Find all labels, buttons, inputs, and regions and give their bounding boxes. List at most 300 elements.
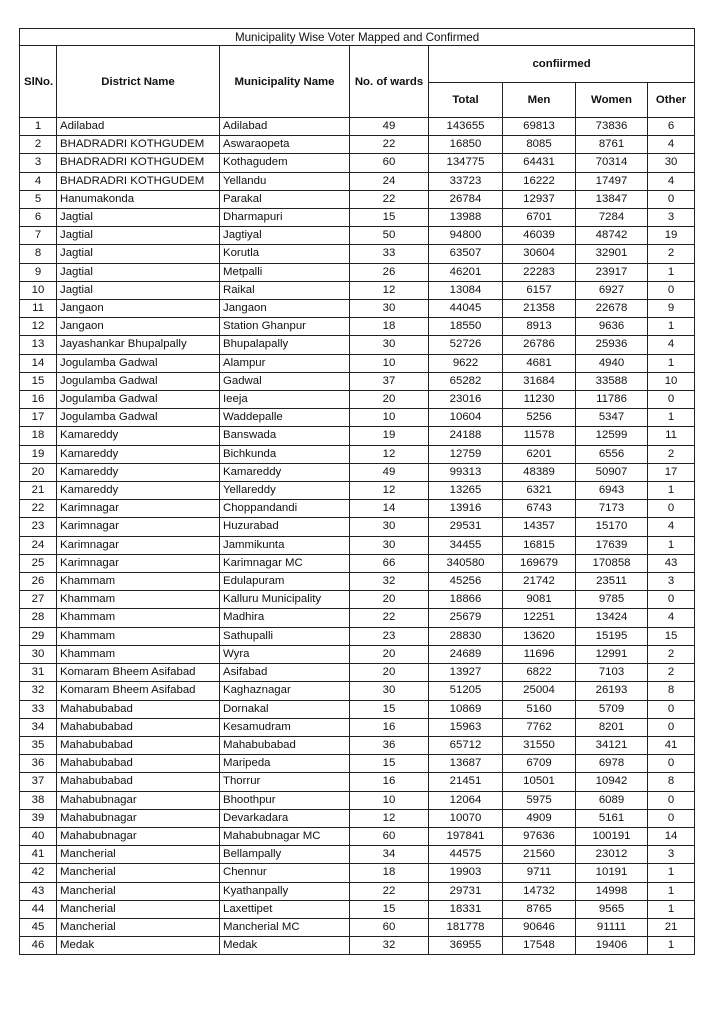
cell-slno: 1 [20,118,57,136]
cell-total: 65282 [429,372,503,390]
table-row [20,336,695,354]
table-row [20,227,695,245]
cell-women: 19406 [576,937,648,955]
cell-total: 143655 [429,118,503,136]
cell-women: 13424 [576,609,648,627]
cell-wards: 60 [350,918,429,936]
cell-women: 73836 [576,118,648,136]
cell-wards: 37 [350,372,429,390]
table-row [20,682,695,700]
cell-district: Mancherial [57,864,220,882]
cell-district: Mahabubabad [57,755,220,773]
cell-slno: 5 [20,190,57,208]
cell-total: 94800 [429,227,503,245]
cell-slno: 41 [20,846,57,864]
cell-wards: 30 [350,300,429,318]
cell-total: 46201 [429,263,503,281]
cell-municipality: Metpalli [220,263,350,281]
cell-women: 23511 [576,573,648,591]
cell-slno: 26 [20,573,57,591]
cell-men: 6157 [503,281,576,299]
cell-other: 1 [648,536,695,554]
cell-slno: 38 [20,791,57,809]
cell-other: 1 [648,263,695,281]
cell-men: 12251 [503,609,576,627]
cell-total: 36955 [429,937,503,955]
cell-wards: 66 [350,554,429,572]
cell-municipality: Devarkadara [220,809,350,827]
cell-men: 5256 [503,409,576,427]
cell-wards: 33 [350,245,429,263]
cell-women: 6089 [576,791,648,809]
cell-municipality: Laxettipet [220,900,350,918]
cell-slno: 33 [20,700,57,718]
cell-slno: 36 [20,755,57,773]
cell-wards: 10 [350,409,429,427]
cell-women: 170858 [576,554,648,572]
cell-slno: 44 [20,900,57,918]
cell-women: 6927 [576,281,648,299]
cell-other: 15 [648,627,695,645]
cell-other: 0 [648,391,695,409]
cell-municipality: Bhupalapally [220,336,350,354]
cell-other: 1 [648,882,695,900]
cell-women: 50907 [576,463,648,481]
table-row [20,645,695,663]
cell-men: 9081 [503,591,576,609]
cell-slno: 11 [20,300,57,318]
cell-total: 13084 [429,281,503,299]
cell-slno: 23 [20,518,57,536]
cell-men: 16815 [503,536,576,554]
cell-municipality: Chennur [220,864,350,882]
cell-women: 17639 [576,536,648,554]
table-row [20,463,695,481]
cell-other: 0 [648,700,695,718]
table-row [20,118,695,136]
header-municipality: Municipality Name [220,46,350,118]
cell-wards: 26 [350,263,429,281]
cell-municipality: Jagtiyal [220,227,350,245]
table-title: Municipality Wise Voter Mapped and Confirmed [20,29,695,46]
table-row [20,190,695,208]
cell-total: 45256 [429,573,503,591]
cell-wards: 15 [350,755,429,773]
cell-other: 6 [648,118,695,136]
cell-slno: 34 [20,718,57,736]
cell-other: 1 [648,354,695,372]
cell-total: 15963 [429,718,503,736]
cell-other: 1 [648,482,695,500]
table-row [20,864,695,882]
cell-district: Jogulamba Gadwal [57,372,220,390]
cell-district: Kamareddy [57,463,220,481]
header-total: Total [429,83,503,118]
cell-municipality: Alampur [220,354,350,372]
cell-district: Karimnagar [57,554,220,572]
table-row [20,627,695,645]
cell-total: 18331 [429,900,503,918]
cell-district: Khammam [57,645,220,663]
cell-wards: 20 [350,591,429,609]
cell-other: 9 [648,300,695,318]
cell-municipality: Yellandu [220,172,350,190]
cell-men: 6822 [503,664,576,682]
cell-total: 18550 [429,318,503,336]
cell-slno: 3 [20,154,57,172]
cell-other: 0 [648,281,695,299]
cell-women: 23917 [576,263,648,281]
cell-total: 24689 [429,645,503,663]
cell-women: 32901 [576,245,648,263]
cell-other: 0 [648,718,695,736]
cell-wards: 49 [350,463,429,481]
cell-women: 14998 [576,882,648,900]
cell-men: 69813 [503,118,576,136]
cell-men: 11696 [503,645,576,663]
cell-total: 99313 [429,463,503,481]
cell-district: Karimnagar [57,500,220,518]
cell-slno: 27 [20,591,57,609]
cell-municipality: Parakal [220,190,350,208]
header-confirmed: confiirmed [429,46,695,83]
cell-women: 5347 [576,409,648,427]
table-row [20,354,695,372]
table-row [20,900,695,918]
cell-municipality: Adilabad [220,118,350,136]
cell-district: Jagtial [57,209,220,227]
cell-women: 4940 [576,354,648,372]
table-row [20,372,695,390]
cell-municipality: Choppandandi [220,500,350,518]
table-row [20,664,695,682]
cell-slno: 35 [20,736,57,754]
cell-district: Komaram Bheem Asifabad [57,682,220,700]
table-row [20,391,695,409]
cell-total: 16850 [429,136,503,154]
cell-men: 21742 [503,573,576,591]
header-district: District Name [57,46,220,118]
cell-slno: 18 [20,427,57,445]
cell-municipality: Aswaraopeta [220,136,350,154]
cell-wards: 32 [350,573,429,591]
cell-men: 17548 [503,937,576,955]
cell-men: 48389 [503,463,576,481]
cell-slno: 10 [20,281,57,299]
cell-men: 90646 [503,918,576,936]
cell-total: 44575 [429,846,503,864]
table-row [20,154,695,172]
cell-total: 34455 [429,536,503,554]
cell-other: 4 [648,172,695,190]
cell-district: Mahabubabad [57,718,220,736]
cell-district: Mahabubnagar [57,827,220,845]
cell-total: 28830 [429,627,503,645]
table-row [20,300,695,318]
cell-men: 31550 [503,736,576,754]
cell-municipality: Korutla [220,245,350,263]
header-other: Other [648,83,695,118]
cell-total: 44045 [429,300,503,318]
cell-slno: 39 [20,809,57,827]
cell-district: Khammam [57,627,220,645]
cell-district: Mancherial [57,846,220,864]
cell-municipality: Yellareddy [220,482,350,500]
table-row [20,882,695,900]
cell-total: 52726 [429,336,503,354]
cell-municipality: Kothagudem [220,154,350,172]
cell-slno: 37 [20,773,57,791]
cell-women: 10942 [576,773,648,791]
cell-women: 34121 [576,736,648,754]
cell-wards: 19 [350,427,429,445]
cell-total: 51205 [429,682,503,700]
cell-other: 1 [648,318,695,336]
cell-other: 14 [648,827,695,845]
cell-slno: 4 [20,172,57,190]
cell-slno: 19 [20,445,57,463]
cell-slno: 22 [20,500,57,518]
cell-men: 14357 [503,518,576,536]
cell-district: Mahabubabad [57,773,220,791]
table-row [20,209,695,227]
cell-other: 3 [648,846,695,864]
cell-municipality: Station Ghanpur [220,318,350,336]
cell-men: 9711 [503,864,576,882]
cell-other: 11 [648,427,695,445]
table-row [20,791,695,809]
cell-district: Karimnagar [57,518,220,536]
cell-municipality: Karimnagar MC [220,554,350,572]
cell-women: 7173 [576,500,648,518]
table-row [20,809,695,827]
cell-wards: 30 [350,682,429,700]
cell-wards: 50 [350,227,429,245]
cell-district: Jagtial [57,263,220,281]
cell-municipality: Sathupalli [220,627,350,645]
table-row [20,172,695,190]
cell-other: 0 [648,809,695,827]
cell-wards: 22 [350,190,429,208]
cell-total: 23016 [429,391,503,409]
table-row [20,918,695,936]
cell-wards: 20 [350,645,429,663]
cell-women: 9785 [576,591,648,609]
cell-wards: 16 [350,773,429,791]
cell-women: 10191 [576,864,648,882]
cell-municipality: Medak [220,937,350,955]
cell-women: 5709 [576,700,648,718]
cell-municipality: Banswada [220,427,350,445]
cell-slno: 40 [20,827,57,845]
header-wards: No. of wards [350,46,429,118]
cell-slno: 6 [20,209,57,227]
cell-slno: 9 [20,263,57,281]
cell-men: 46039 [503,227,576,245]
cell-total: 25679 [429,609,503,627]
cell-other: 0 [648,755,695,773]
cell-wards: 18 [350,864,429,882]
cell-district: Kamareddy [57,427,220,445]
cell-men: 8765 [503,900,576,918]
cell-district: Jagtial [57,281,220,299]
cell-women: 70314 [576,154,648,172]
cell-wards: 60 [350,827,429,845]
cell-wards: 16 [350,718,429,736]
cell-slno: 29 [20,627,57,645]
cell-slno: 8 [20,245,57,263]
cell-other: 21 [648,918,695,936]
cell-total: 19903 [429,864,503,882]
cell-wards: 23 [350,627,429,645]
cell-men: 6321 [503,482,576,500]
table-row [20,263,695,281]
cell-women: 11786 [576,391,648,409]
cell-slno: 42 [20,864,57,882]
cell-other: 43 [648,554,695,572]
cell-district: Jogulamba Gadwal [57,391,220,409]
cell-total: 13988 [429,209,503,227]
cell-other: 4 [648,336,695,354]
cell-other: 17 [648,463,695,481]
cell-other: 2 [648,245,695,263]
cell-slno: 31 [20,664,57,682]
cell-men: 6201 [503,445,576,463]
cell-district: Mancherial [57,882,220,900]
cell-women: 6943 [576,482,648,500]
cell-total: 340580 [429,554,503,572]
cell-men: 14732 [503,882,576,900]
cell-wards: 12 [350,281,429,299]
cell-women: 5161 [576,809,648,827]
cell-men: 10501 [503,773,576,791]
cell-women: 25936 [576,336,648,354]
cell-other: 10 [648,372,695,390]
cell-total: 12759 [429,445,503,463]
cell-municipality: Huzurabad [220,518,350,536]
cell-women: 13847 [576,190,648,208]
cell-municipality: Edulapuram [220,573,350,591]
cell-wards: 20 [350,664,429,682]
table-row [20,445,695,463]
cell-district: Kamareddy [57,482,220,500]
cell-other: 0 [648,591,695,609]
cell-wards: 34 [350,846,429,864]
cell-district: Khammam [57,609,220,627]
cell-women: 9636 [576,318,648,336]
cell-total: 10869 [429,700,503,718]
table-row [20,518,695,536]
cell-municipality: Kalluru Municipality [220,591,350,609]
cell-men: 8085 [503,136,576,154]
cell-women: 15170 [576,518,648,536]
cell-slno: 28 [20,609,57,627]
cell-municipality: Thorrur [220,773,350,791]
cell-district: Jagtial [57,245,220,263]
cell-other: 1 [648,864,695,882]
cell-women: 9565 [576,900,648,918]
cell-men: 30604 [503,245,576,263]
cell-total: 24188 [429,427,503,445]
cell-women: 48742 [576,227,648,245]
cell-slno: 43 [20,882,57,900]
cell-district: Jangaon [57,300,220,318]
cell-total: 13265 [429,482,503,500]
cell-men: 21358 [503,300,576,318]
cell-municipality: Jammikunta [220,536,350,554]
cell-municipality: Maripeda [220,755,350,773]
table-row [20,736,695,754]
table-row [20,482,695,500]
cell-wards: 18 [350,318,429,336]
cell-men: 6709 [503,755,576,773]
cell-women: 6556 [576,445,648,463]
cell-slno: 12 [20,318,57,336]
cell-total: 197841 [429,827,503,845]
cell-other: 4 [648,609,695,627]
cell-women: 6978 [576,755,648,773]
cell-men: 6743 [503,500,576,518]
cell-wards: 24 [350,172,429,190]
cell-district: Jangaon [57,318,220,336]
table-row [20,591,695,609]
cell-wards: 12 [350,445,429,463]
cell-district: BHADRADRI KOTHGUDEM [57,136,220,154]
cell-district: Adilabad [57,118,220,136]
document-page [19,28,694,955]
table-row [20,281,695,299]
cell-other: 4 [648,518,695,536]
cell-municipality: Mancherial MC [220,918,350,936]
cell-slno: 2 [20,136,57,154]
cell-men: 31684 [503,372,576,390]
table-row [20,427,695,445]
table-row [20,718,695,736]
cell-district: Jogulamba Gadwal [57,409,220,427]
cell-men: 97636 [503,827,576,845]
cell-men: 13620 [503,627,576,645]
cell-district: Karimnagar [57,536,220,554]
cell-municipality: Ieeja [220,391,350,409]
cell-other: 2 [648,664,695,682]
cell-wards: 60 [350,154,429,172]
cell-slno: 14 [20,354,57,372]
cell-wards: 10 [350,791,429,809]
header-men: Men [503,83,576,118]
cell-slno: 46 [20,937,57,955]
cell-women: 26193 [576,682,648,700]
cell-municipality: Madhira [220,609,350,627]
cell-district: Hanumakonda [57,190,220,208]
cell-wards: 49 [350,118,429,136]
cell-women: 33588 [576,372,648,390]
cell-women: 12599 [576,427,648,445]
table-row [20,937,695,955]
cell-municipality: Waddepalle [220,409,350,427]
cell-other: 1 [648,937,695,955]
table-row [20,536,695,554]
cell-total: 181778 [429,918,503,936]
cell-other: 41 [648,736,695,754]
cell-municipality: Bichkunda [220,445,350,463]
cell-slno: 30 [20,645,57,663]
cell-men: 6701 [503,209,576,227]
cell-men: 25004 [503,682,576,700]
cell-other: 2 [648,445,695,463]
cell-total: 63507 [429,245,503,263]
table-row [20,827,695,845]
title-row [20,29,695,46]
